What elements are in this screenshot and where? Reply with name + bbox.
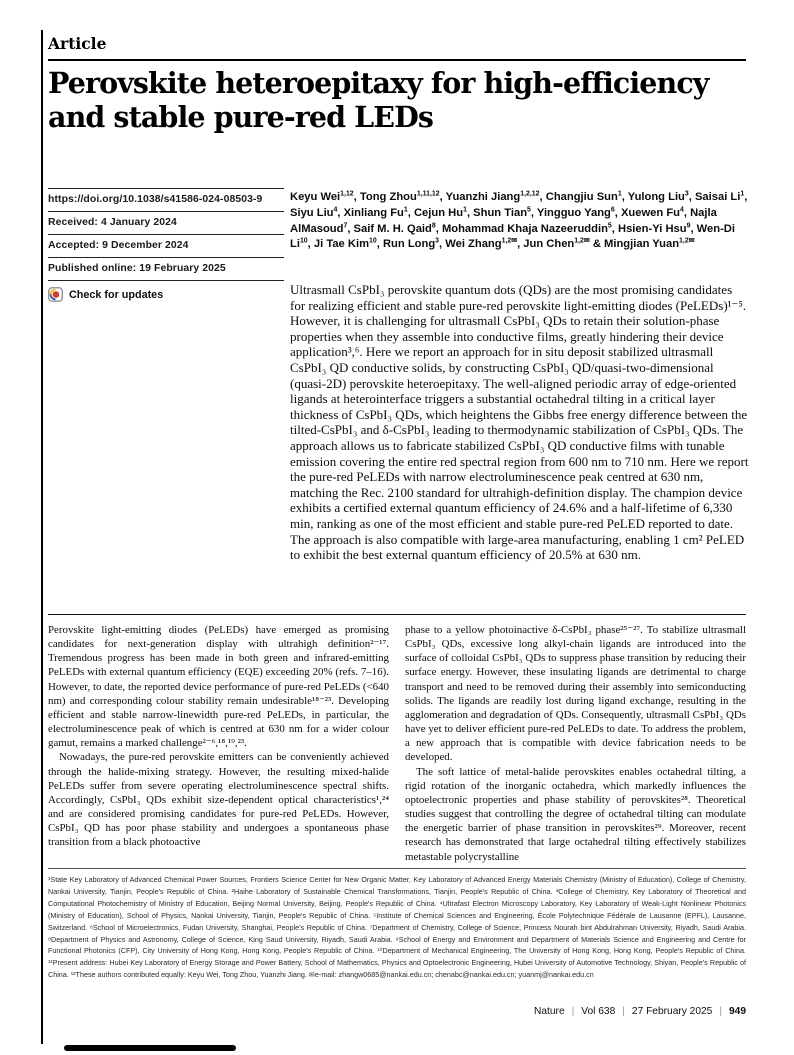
accepted-date: Accepted: 9 December 2024	[48, 234, 284, 257]
metadata-panel	[48, 188, 284, 308]
footer-separator: |	[719, 1006, 722, 1017]
body-column-left	[48, 623, 389, 864]
body-columns	[48, 623, 746, 864]
body-paragraph: Perovskite light-emitting diodes (PeLEDs) have emerged as promising candidates for next-generation display with ultrahigh definition²⁻¹⁷. Tremendous progress has been made in both green and infrared-emitting PeLEDs with external quantum efficiency (EQE) exceeding 20% (refs. 7–16). However, to date, the reported device performance of pure-red PeLEDs (<640 nm) and corresponding colour stability remain undesirable¹⁸⁻²³. Developing efficient and stable narrow-linewidth pure-red PeLEDs, in particular, the electroluminescence peak of which is centred at 630 nm for a wider colour gamut, remains a marked challenge²⁻⁶,¹⁸,¹⁹,²³.	[48, 624, 389, 750]
title-line-1: Perovskite heteroepitaxy for high-efficiency	[48, 66, 709, 100]
abstract-body-divider	[48, 614, 746, 615]
article-kicker: Article	[48, 34, 107, 53]
received-date: Received: 4 January 2024	[48, 211, 284, 234]
page-footer	[48, 1006, 746, 1017]
abstract-text: Ultrasmall CsPbI₃ perovskite quantum dots (QDs) are the most promising candidates for realizing efficient and stable pure-red perovskite light-emitting diodes (PeLEDs)¹⁻⁵. However, it is challenging for ultrasmall CsPbI₃ QDs to retain their solution-phase properties when they assemble into conductive films, greatly hindering their device application³,⁶. Here we report an approach for in situ deposit stabilized ultrasmall CsPbI₃ QD conductive solids, by constructing CsPbI₃ QD/quasi-two-dimensional (quasi-2D) perovskite heteroepitaxy. The well-aligned periodic array of edge-oriented ligands at heterointerface triggers a substantial octahedral tilting in a critical layer thickness of CsPbI₃ QDs, which heightens the Gibbs free energy difference between the tilted-CsPbI₃ and δ-CsPbI₃ leading to thermodynamic stabilization of CsPbI₃ QDs. The approach allows us to fabricate stabilized CsPbI₃ QD conductive films with tunable emission covering the entire red spectral region from 600 nm to 710 nm. Here we report the pure-red PeLEDs with narrow electroluminescence peak centred at 630 nm, matching the Rec. 2100 standard for ultrahigh-definition display. The champion device exhibits a certified external quantum efficiency of 24.6% and a half-lifetime of 6,330 min, ranking as one of the most efficient and stable pure-red PeLED reported to date. The approach is also compatible with large-area manufacturing, enabling 1 cm² PeLED to exhibit the best external quantum efficiency of 20.5% at 630 nm.	[290, 282, 749, 563]
footer-separator: |	[622, 1006, 625, 1017]
doi-link[interactable]: https://doi.org/10.1038/s41586-024-08503-9	[48, 188, 284, 211]
check-for-updates-button[interactable]	[48, 280, 284, 308]
left-margin-rule	[41, 30, 43, 1044]
title-line-2: and stable pure-red LEDs	[48, 100, 434, 134]
body-paragraph: phase to a yellow photoinactive δ-CsPbI₃ phase²⁵⁻²⁷. To stabilize ultrasmall CsPbI₃ QDs, excessive long alkyl-chain ligands are introduced into the surface of colloidal CsPbI₃ QDs to suppress phase transition by reducing their surface energy. However, these insulating ligands are detrimental to charge transport and need to be removed during their assembly into semiconducting solids. The ligands are readily lost during ligand exchange, resulting in the agglomeration and degradation of QDs. Consequently, ultrasmall CsPbI₃ QDs have yet to deliver efficient pure-red PeLEDs to date. To address the problem, a new approach that is compatible with device fabrication needs to be developed.	[405, 624, 746, 764]
author-list: Keyu Wei$^{1,12}$, Tong Zhou$^{1,11,12}$, Yuanzhi Jiang$^{1,2,12}$, Changjiu Sun$^1$, Yulong Liu$^3$, Saisai Li$^1$, Siyu Liu$^4$, Xinliang Fu$^1$, Cejun Hu$^1$, Shun Tian$^5$, Yingguo Yang$^6$, Xuewen Fu$^4$, Najla AlMasoud$^7$, Saif M. H. Qaid$^8$, Mohammad Khaja Nazeeruddin$^5$, Hsien-Yi Hsu$^9$, Wen-Di Li$^{10}$, Ji Tae Kim$^{10}$, Run Long$^3$, Wei Zhang$^{1,2✉}$, Jun Chen$^{1,2✉}$ & Mingjian Yuan$^{1,2✉}$	[290, 190, 748, 251]
body-paragraph: The soft lattice of metal-halide perovskites enables octahedral tilting, a rigid rotation of the inorganic octahedra, which markedly influences the optoelectronic properties and phase stability of perovskites²⁸. Theoretical studies suggest that controlling the degree of octahedral tilting can modulate the energetic barrier of phase transition in perovskites²⁹. Moreover, recent research has demonstrated that large octahedral tilting effectively stabilizes metastable polycrystalline	[405, 765, 746, 863]
kicker-divider	[48, 59, 746, 61]
footer-journal: Nature	[534, 1006, 565, 1017]
check-for-updates-label: Check for updates	[69, 288, 164, 301]
published-date: Published online: 19 February 2025	[48, 257, 284, 280]
affiliations-footnote: ¹State Key Laboratory of Advanced Chemical Power Sources, Frontiers Science Center for New Organic Matter, Key Laboratory of Advanced Energy Materials Chemistry (Ministry of Education), College of Chemistry, Nankai University, Tianjin, People's Republic of China. ²Haihe Laboratory of Sustainable Chemical Transformations, Tianjin, People's Republic of China. ³College of Chemistry, Key Laboratory of Theoretical and Computational Photochemistry of Ministry of Education, Beijing Normal University, Beijing, People's Republic of China. ⁴Ultrafast Electron Microscopy Laboratory, Key Laboratory of Weak-Light Nonlinear Photonics (Ministry of Education), School of Physics, Nankai University, Tianjin, People's Republic of China. ⁵Institute of Chemical Sciences and Engineering, École Polytechnique Fédérale de Lausanne (EPFL), Lausanne, Switzerland. ⁶School of Microelectronics, Fudan University, Shanghai, People's Republic of China. ⁷Department of Chemistry, College of Science, Princess Nourah bint Abdulrahman University, Riyadh, Saudi Arabia. ⁸Department of Physics and Astronomy, College of Science, King Saud University, Riyadh, Saudi Arabia. ⁹School of Energy and Environment and Department of Materials Science and Engineering and Centre for Functional Photonics (CFP), City University of Hong Kong, Hong Kong, People's Republic of China. ¹⁰Department of Mechanical Engineering, The University of Hong Kong, Hong Kong, People's Republic of China. ¹¹Present address: Hubei Key Laboratory of Energy Storage and Power Battery, School of Mathematics, Physics and Optoelectronic Engineering, Hubei University of Automotive Technology, Shiyan, People's Republic of China. ¹²These authors contributed equally: Keyu Wei, Tong Zhou, Yuanzhi Jiang. ✉e-mail: zhangw0685@nankai.edu.cn; chenabc@nankai.edu.cn; yuanmj@nankai.edu.cn	[48, 875, 746, 980]
page-edge-mark	[64, 1045, 236, 1051]
crossmark-icon	[48, 287, 63, 302]
footer-separator: |	[571, 1006, 575, 1017]
footer-date: 27 February 2025	[631, 1006, 713, 1017]
footnote-divider	[48, 868, 746, 869]
page-title	[48, 66, 758, 134]
footer-volume: Vol 638	[581, 1006, 616, 1017]
body-column-right	[405, 623, 746, 864]
footer-page-number: 949	[729, 1006, 746, 1017]
body-paragraph: Nowadays, the pure-red perovskite emitters can be conveniently achieved through the halide-mixing strategy. However, the resulting mixed-halide PeLEDs suffer from severe operating electroluminescence spectral shifts. Accordingly, CsPbI₃ QDs exhibit size-dependent optical characteristics¹,²⁴ and are considered promising candidates for pure-red PeLEDs. However, CsPbI₃ QD has poor phase stability and undergoes a spontaneous phase transition from a black photoactive	[48, 751, 389, 849]
